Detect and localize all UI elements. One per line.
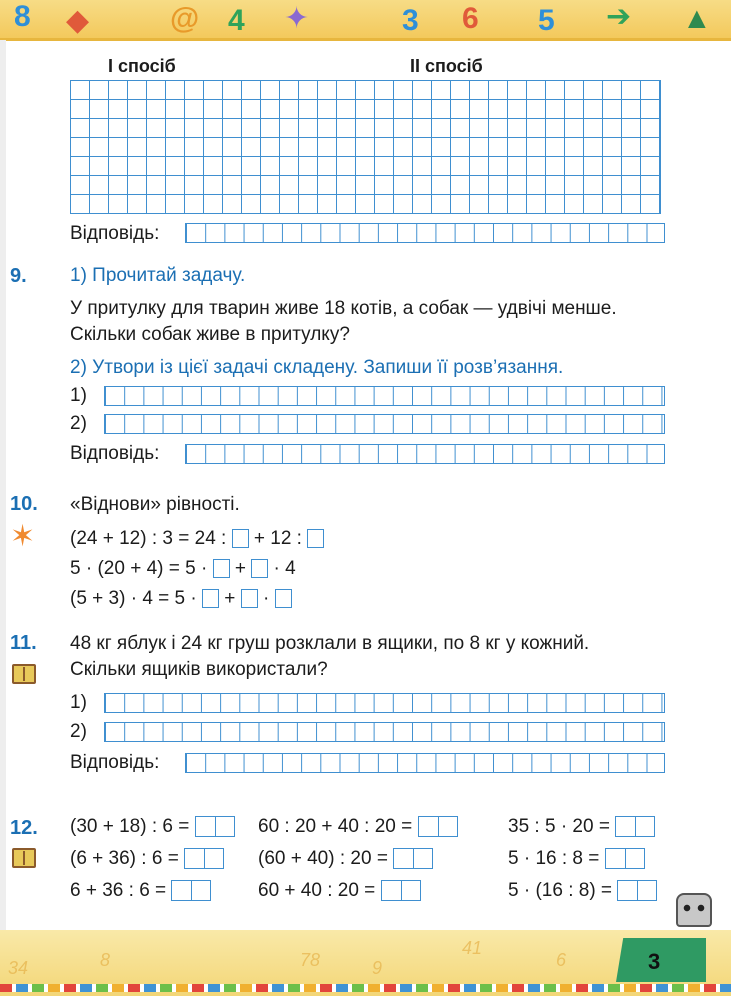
row-label: 2) <box>70 413 87 434</box>
task-number: 9. <box>10 265 27 287</box>
answer-box[interactable] <box>381 880 421 901</box>
row-label: 1) <box>70 385 87 406</box>
answer-box[interactable] <box>195 816 235 837</box>
expression <box>70 880 211 902</box>
task10-instruction: «Віднови» рівності. <box>70 494 240 515</box>
expression-text: (6 + 36) : 6 = <box>70 848 179 869</box>
deco-digit: 8 <box>14 0 31 33</box>
blank-box[interactable] <box>202 589 219 608</box>
expression <box>508 848 645 870</box>
answer-box[interactable] <box>418 816 458 837</box>
deco-arrow: ➔ <box>606 0 632 33</box>
page-number-plate <box>616 938 706 982</box>
answer-cells[interactable] <box>185 444 665 464</box>
solution-row2-cells[interactable] <box>104 722 665 742</box>
deco-number: 78 <box>300 950 321 970</box>
task9-problem-line2: Скільки собак живе в притулку? <box>70 324 350 345</box>
expression-text: 35 : 5 · 20 = <box>508 816 610 837</box>
equation-part: (24 + 12) : 3 = 24 : <box>70 528 227 549</box>
expression <box>258 848 433 870</box>
task11-problem-line2: Скільки ящиків використали? <box>70 659 328 680</box>
expression-text: 5 · 16 : 8 = <box>508 848 600 869</box>
book-icon <box>12 848 36 868</box>
equation-part: + <box>234 558 246 579</box>
deco-number: 34 <box>8 958 29 978</box>
row-label: 2) <box>70 721 87 742</box>
answer-box[interactable] <box>171 880 211 901</box>
answer-label: Відповідь: <box>70 752 160 773</box>
blank-box[interactable] <box>307 529 324 548</box>
expression-text: 5 · (16 : 8) = <box>508 880 613 901</box>
grid-paper[interactable] <box>70 80 661 214</box>
expression <box>70 816 235 838</box>
deco-shape: ◆ <box>66 4 90 37</box>
equation-row <box>70 528 324 550</box>
deco-digit: 5 <box>538 4 555 37</box>
task9-step1: 1) Прочитай задачу. <box>70 265 246 286</box>
task-number: 10. <box>10 493 38 515</box>
equation-part: 5 · (20 + 4) = 5 · <box>70 558 208 579</box>
expression-text: (30 + 18) : 6 = <box>70 816 190 837</box>
blank-box[interactable] <box>275 589 292 608</box>
answer-box[interactable] <box>615 816 655 837</box>
task-number: 12. <box>10 817 38 839</box>
method2-heading: ІІ спосіб <box>410 56 483 76</box>
answer-label: Відповідь: <box>70 443 160 464</box>
deco-number: 41 <box>462 938 483 958</box>
blank-box[interactable] <box>251 559 268 578</box>
book-icon <box>12 664 36 684</box>
expression-text: (60 + 40) : 20 = <box>258 848 388 869</box>
equation-part: + <box>224 588 236 609</box>
deco-number: 8 <box>100 950 111 970</box>
expression-text: 60 + 40 : 20 = <box>258 880 376 901</box>
answer-cells[interactable] <box>185 223 665 243</box>
deco-number: 6 <box>556 950 567 970</box>
top-decorative-band <box>0 0 731 41</box>
answer-box[interactable] <box>617 880 657 901</box>
robot-icon <box>676 893 712 927</box>
deco-tree: ▲ <box>682 2 712 35</box>
deco-digit: 6 <box>462 2 479 35</box>
solution-row2-cells[interactable] <box>104 414 665 434</box>
answer-box[interactable] <box>184 848 224 869</box>
equation-part: · <box>262 588 270 609</box>
equation-part: · 4 <box>273 558 296 579</box>
task9-problem-line1: У притулку для тварин живе 18 котів, а собак — удвічі менше. <box>70 298 617 319</box>
method1-heading: І спосіб <box>108 56 176 76</box>
row-label: 1) <box>70 692 87 713</box>
expression <box>508 816 655 838</box>
task9-step2: 2) Утвори із цієї задачі складену. Запиши її розв’язання. <box>70 357 564 378</box>
deco-number: 9 <box>372 958 383 978</box>
page-number: 3 <box>648 949 661 974</box>
expression-text: 6 + 36 : 6 = <box>70 880 167 901</box>
equation-row <box>70 558 296 580</box>
bottom-color-strip <box>0 984 731 992</box>
expression <box>258 816 458 838</box>
expression-text: 60 : 20 + 40 : 20 = <box>258 816 413 837</box>
equation-row <box>70 588 292 610</box>
blank-box[interactable] <box>232 529 249 548</box>
blank-box[interactable] <box>241 589 258 608</box>
expression <box>508 880 657 902</box>
answer-box[interactable] <box>605 848 645 869</box>
task-number: 11. <box>10 632 37 654</box>
answer-cells[interactable] <box>185 753 665 773</box>
deco-digit: 4 <box>228 4 245 37</box>
blank-box[interactable] <box>213 559 230 578</box>
answer-box[interactable] <box>393 848 433 869</box>
answer-label: Відповідь: <box>70 223 160 244</box>
solution-row1-cells[interactable] <box>104 386 665 406</box>
expression <box>258 880 421 902</box>
solution-row1-cells[interactable] <box>104 693 665 713</box>
left-margin-stripe <box>0 40 6 930</box>
task11-problem-line1: 48 кг яблук і 24 кг груш розклали в ящики, по 8 кг у кожний. <box>70 633 590 654</box>
equation-part: (5 + 3) · 4 = 5 · <box>70 588 197 609</box>
equation-part: + 12 : <box>253 528 302 549</box>
star-icon: ✶ <box>10 520 36 553</box>
deco-star: ✦ <box>284 2 310 35</box>
deco-digit: 3 <box>402 4 419 37</box>
deco-swirl: @ <box>170 2 200 35</box>
expression <box>70 848 224 870</box>
